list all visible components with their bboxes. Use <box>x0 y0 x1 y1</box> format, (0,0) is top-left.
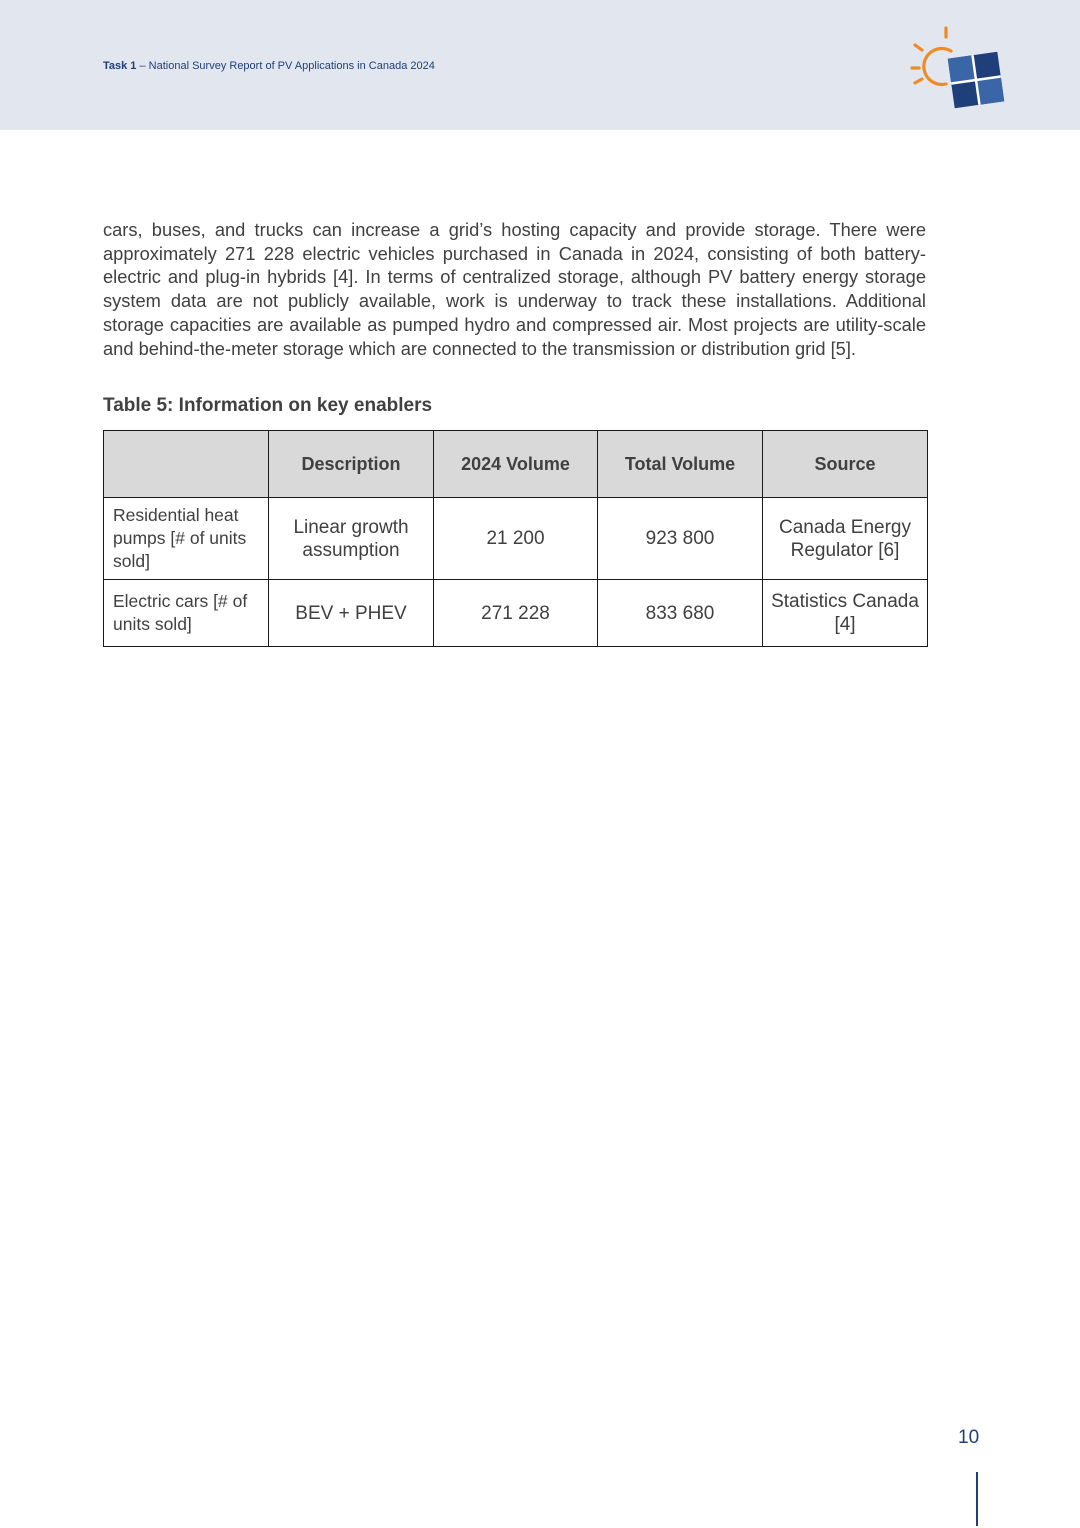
volume-2024-cell: 271 228 <box>434 580 598 647</box>
report-title-text: – National Survey Report of PV Applications in Canada 2024 <box>136 60 435 72</box>
row-label-cell: Electric cars [# of units sold] <box>104 580 269 647</box>
table-row <box>104 580 928 647</box>
header-cell-empty <box>104 431 269 498</box>
total-volume-cell: 833 680 <box>598 580 763 647</box>
page-number: 10 <box>958 1427 980 1448</box>
volume-2024-cell: 21 200 <box>434 498 598 580</box>
header-cell-total-volume: Total Volume <box>598 431 763 498</box>
description-cell: BEV + PHEV <box>269 580 434 647</box>
description-cell: Linear growth assumption <box>269 498 434 580</box>
total-volume-cell: 923 800 <box>598 498 763 580</box>
header-band <box>0 0 1080 130</box>
table-header-row <box>104 431 928 498</box>
body-paragraph: cars, buses, and trucks can increase a grid’s hosting capacity and provide storage. There were approximately 271 228 electric vehicles purchased in Canada in 2024, consisting of both battery-electric and plug-in hybrids [4]. In terms of centralized storage, although PV battery energy storage system data are not publicly available, work is underway to track these installations. Additional storage capacities are available as pumped hydro and compressed air. Most projects are utility-scale and behind-the-meter storage which are connected to the transmission or distribution grid [5]. <box>103 219 926 359</box>
header-cell-source: Source <box>763 431 928 498</box>
key-enablers-table <box>103 430 928 647</box>
sun-with-solar-panel-icon <box>906 24 1006 114</box>
report-title <box>103 60 435 72</box>
table-caption: Table 5: Information on key enablers <box>103 395 433 416</box>
source-cell: Statistics Canada [4] <box>763 580 928 647</box>
row-label-cell: Residential heat pumps [# of units sold] <box>104 498 269 580</box>
header-cell-2024-volume: 2024 Volume <box>434 431 598 498</box>
source-cell: Canada Energy Regulator [6] <box>763 498 928 580</box>
page-number-rule <box>976 1472 978 1526</box>
task-label: Task 1 <box>103 60 137 72</box>
table-row <box>104 498 928 580</box>
header-cell-description: Description <box>269 431 434 498</box>
